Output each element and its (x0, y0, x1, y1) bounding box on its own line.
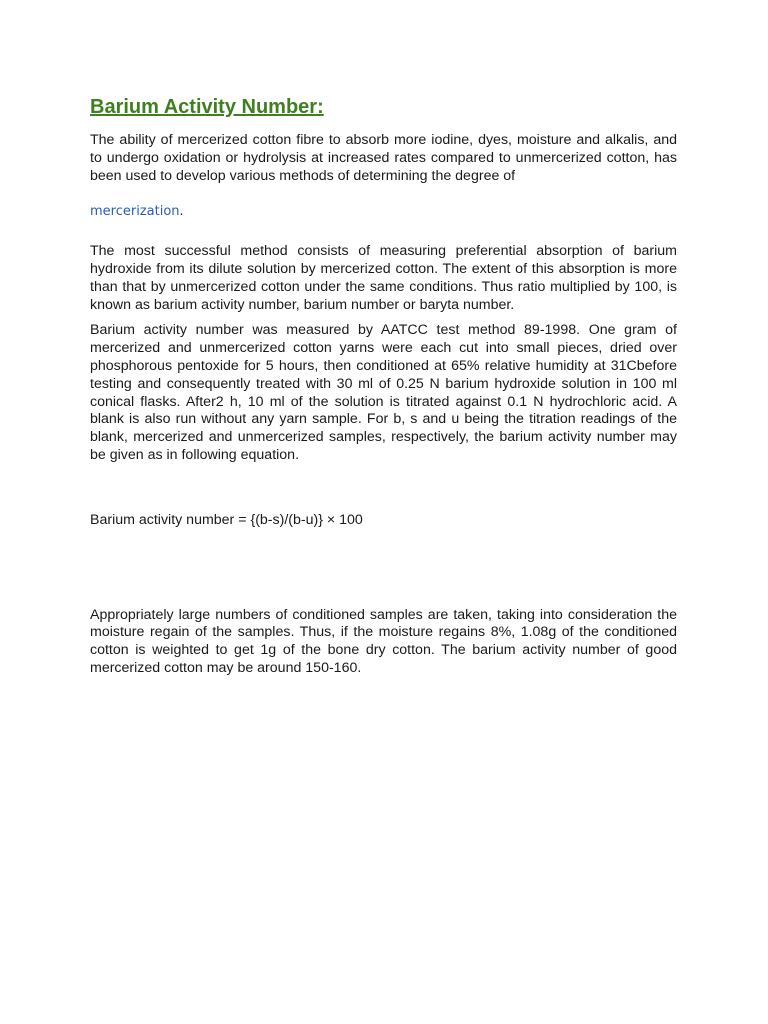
intro-paragraph: The ability of mercerized cotton fibre to absorb more iodine, dyes, moisture and alkalis, and to undergo oxidation or hydrolysis at increased rates compared to unmercerized cotton, has been used to develop various methods of determining the degree of (90, 132, 677, 184)
mercerization-link[interactable]: mercerization (90, 204, 180, 220)
mercerization-line (90, 203, 677, 221)
procedure-paragraph: Barium activity number was measured by AATCC test method 89-1998. One gram of mercerized and unmercerized cotton yarns were each cut into small pieces, dried over phosphorous pentoxide for 5 hours, then conditioned at 65% relative humidity at 31Cbefore testing and consequently treated with 30 ml of 0.25 N barium hydroxide solution in 100 ml conical flasks. After2 h, 10 ml of the solution is titrated against 0.1 N hydrochloric acid. A blank is also run without any yarn sample. For b, s and u being the titration readings of the blank, mercerized and unmercerized samples, respectively, the barium activity number may be given as in following equation. (90, 322, 677, 463)
method-paragraph: The most successful method consists of measuring preferential absorption of barium hydroxide from its dilute solution by mercerized cotton. The extent of this absorption is more than that by unmercerized cotton under the same conditions. Thus ratio multiplied by 100, is known as barium activity number, barium number or baryta number. (90, 243, 677, 313)
equation-line: Barium activity number = {(b-s)/(b-u)} × 100 (90, 511, 363, 528)
document-page (90, 94, 677, 678)
page-title: Barium Activity Number: (90, 96, 324, 118)
conclusion-paragraph: Appropriately large numbers of conditioned samples are taken, taking into consideration the moisture regain of the samples. Thus, if the moisture regains 8%, 1.08g of the conditioned cotton is weighted to get 1g of the bone dry cotton. The barium activity number of good mercerized cotton may be around 150-160. (90, 606, 677, 676)
mercerization-period: . (179, 203, 184, 220)
